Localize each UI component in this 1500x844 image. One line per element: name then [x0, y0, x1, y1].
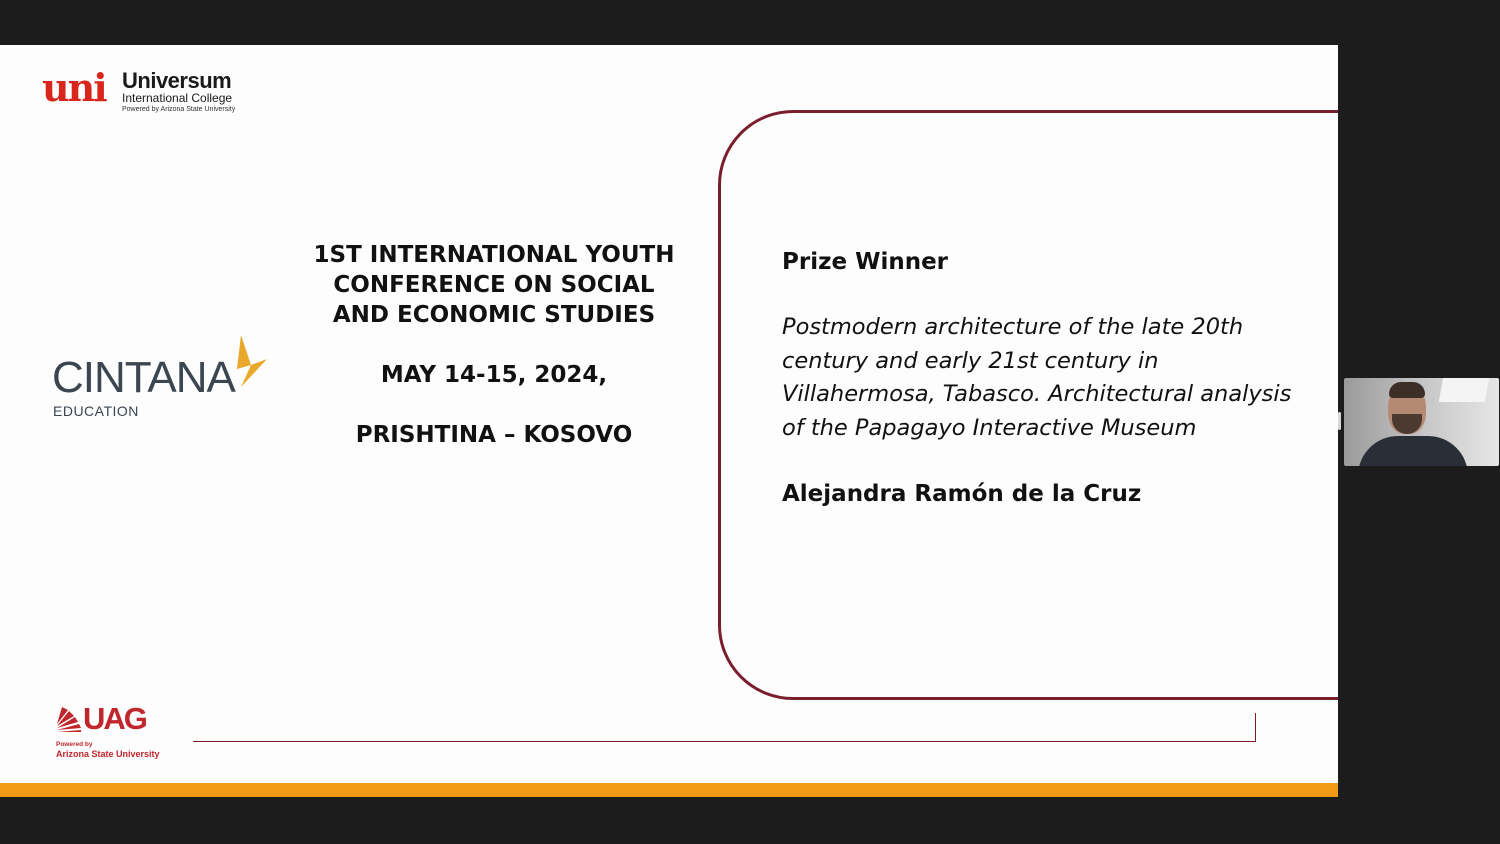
universum-mark: uni — [42, 65, 106, 110]
uag-asu: Arizona State University — [56, 749, 160, 759]
paper-title: Postmodern architecture of the late 20th century and early 21st century in Villahermosa, Tabasco. Architectural analysis of the Papagayo Interactive Museum — [782, 314, 1292, 441]
cintana-logo — [52, 335, 272, 425]
uag-powered-by: Powered by — [56, 741, 93, 748]
conference-info — [310, 240, 678, 450]
cintana-subtitle: EDUCATION — [53, 403, 139, 419]
footer-divider-tick — [1255, 713, 1256, 742]
prize-card — [782, 247, 1312, 509]
universum-subtitle: International College — [122, 91, 233, 105]
universum-powered-by: Powered by Arizona State University — [122, 106, 236, 113]
universum-logo — [42, 65, 262, 119]
footer-orange-bar — [0, 783, 1338, 797]
conference-title: 1ST INTERNATIONAL YOUTH CONFERENCE ON SOCIAL AND ECONOMIC STUDIES — [313, 242, 675, 328]
panel-resize-handle[interactable] — [1338, 412, 1341, 430]
footer-divider — [193, 741, 1255, 742]
uag-logo — [55, 702, 195, 762]
author-name: Alejandra Ramón de la Cruz — [782, 481, 1142, 507]
ceiling-light — [1439, 378, 1491, 402]
cintana-name: CINTANA — [52, 353, 235, 402]
universum-name: Universum — [122, 68, 232, 93]
conference-location: PRISHTINA – KOSOVO — [355, 422, 633, 448]
uag-name: UAG — [83, 701, 146, 736]
presentation-slide — [0, 45, 1338, 797]
participant-video[interactable] — [1344, 378, 1499, 466]
bird-icon — [237, 335, 267, 390]
fan-icon — [55, 706, 83, 734]
participant-hair — [1389, 382, 1425, 398]
conference-dates: MAY 14-15, 2024, — [380, 362, 608, 388]
prize-heading: Prize Winner — [782, 249, 949, 275]
